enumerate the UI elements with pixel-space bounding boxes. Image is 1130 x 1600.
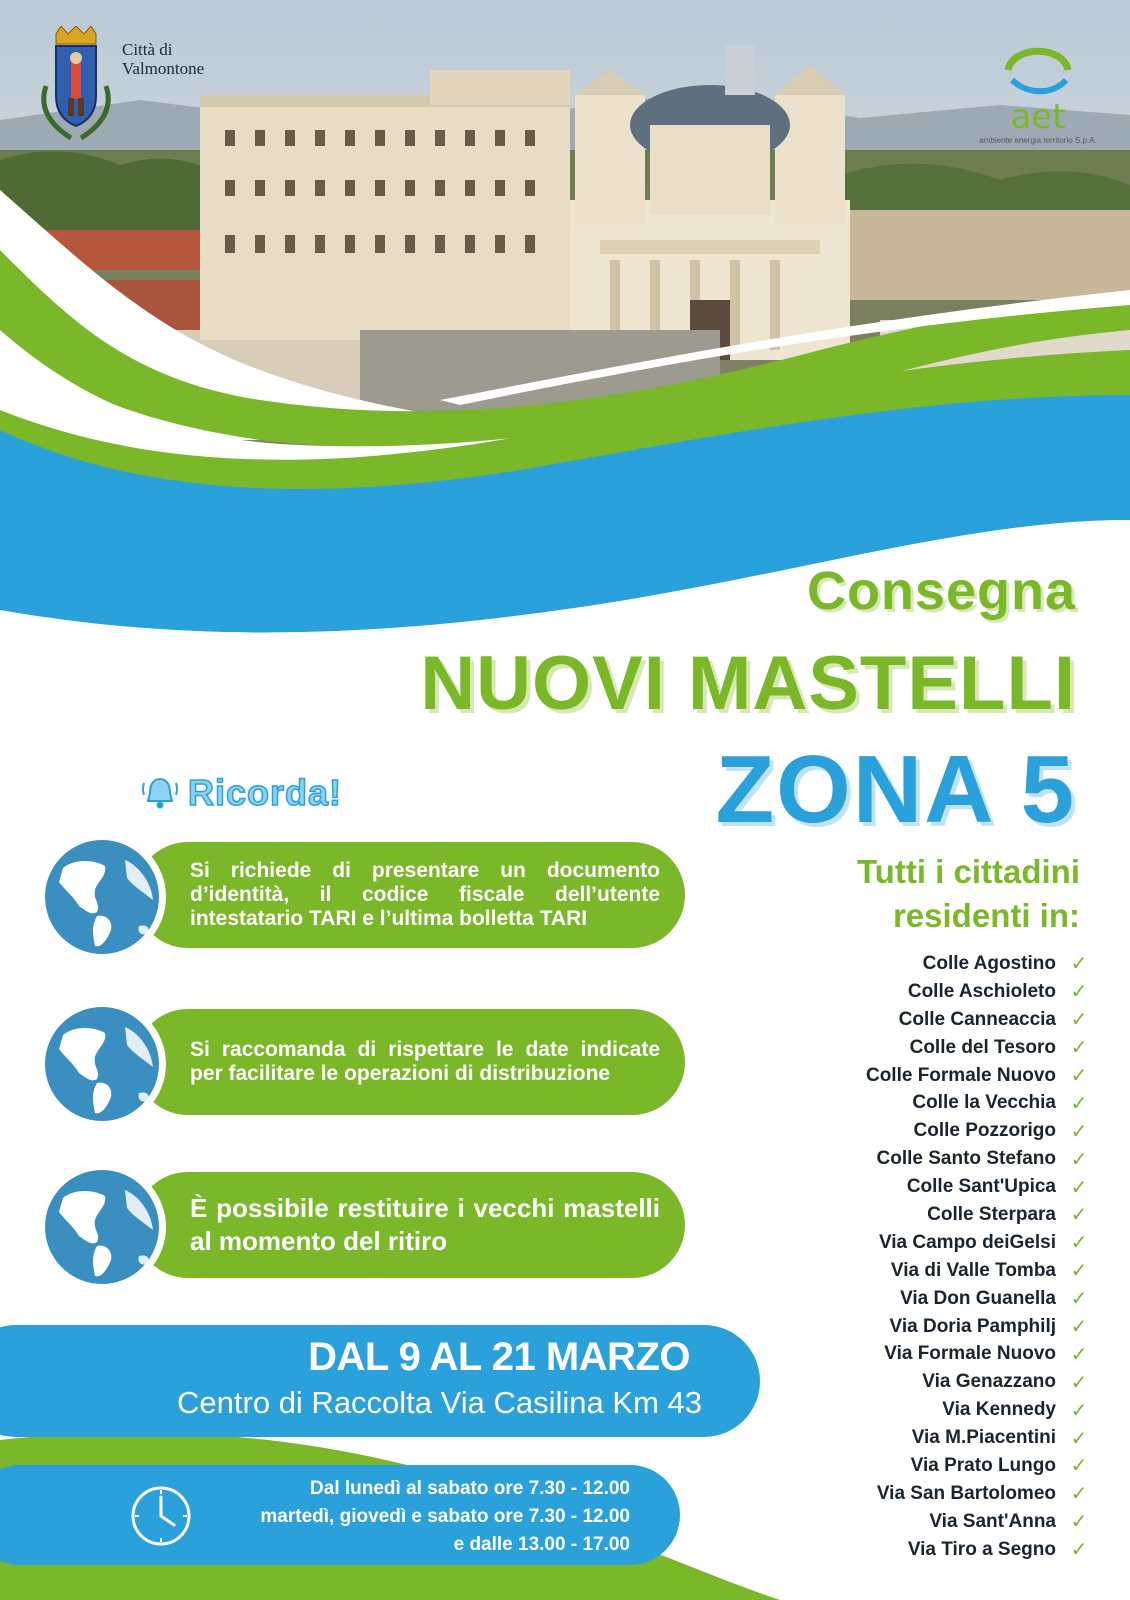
street-item xyxy=(730,1117,1090,1145)
title-consegna: Consegna xyxy=(806,561,1076,621)
subtitle-line1: Tutti i cittadini xyxy=(856,853,1080,890)
street-item xyxy=(730,1340,1090,1368)
street-name: Colle Formale Nuovo xyxy=(865,1064,1056,1086)
check-icon: ✓ xyxy=(1070,1455,1088,1478)
street-item xyxy=(730,1424,1090,1452)
street-item xyxy=(730,1006,1090,1034)
ricorda-heading xyxy=(140,772,342,814)
street-item xyxy=(730,1062,1090,1090)
street-name: Via Don Guanella xyxy=(900,1287,1056,1309)
check-icon: ✓ xyxy=(1070,1204,1088,1227)
check-icon: ✓ xyxy=(1070,1120,1088,1143)
check-icon: ✓ xyxy=(1070,1009,1088,1032)
street-item xyxy=(730,1285,1090,1313)
street-name: Via Campo deiGelsi xyxy=(878,1231,1056,1253)
street-item xyxy=(730,1452,1090,1480)
street-item xyxy=(730,1145,1090,1173)
street-name: Colle Sant'Upica xyxy=(906,1176,1056,1198)
street-item xyxy=(730,1368,1090,1396)
subtitle-residents xyxy=(680,850,1080,938)
street-item xyxy=(730,1480,1090,1508)
street-name: Via Kennedy xyxy=(942,1399,1056,1421)
street-item xyxy=(730,1229,1090,1257)
globe-icon xyxy=(35,830,170,965)
check-icon: ✓ xyxy=(1070,1399,1088,1422)
note-pill xyxy=(35,997,685,1127)
check-icon: ✓ xyxy=(1070,1037,1088,1060)
check-icon: ✓ xyxy=(1070,1427,1088,1450)
note-text: È possibile restituire i vecchi mastelli al momento del ritiro xyxy=(190,1193,660,1256)
check-icon: ✓ xyxy=(1070,1511,1088,1534)
street-name: Colle Canneaccia xyxy=(898,1008,1056,1030)
check-icon: ✓ xyxy=(1070,1316,1088,1339)
collection-place: Centro di Raccolta Via Casilina Km 43 xyxy=(177,1385,702,1420)
opening-hours xyxy=(260,1475,630,1559)
note-pill xyxy=(35,830,685,960)
check-icon: ✓ xyxy=(1070,1176,1088,1199)
street-name: Via San Bartolomeo xyxy=(876,1482,1056,1504)
street-name: Colle Santo Stefano xyxy=(876,1148,1056,1170)
street-name: Via Sant'Anna xyxy=(929,1510,1056,1532)
note-pill xyxy=(35,1160,685,1290)
street-name: Via M.Piacentini xyxy=(911,1427,1056,1449)
title-nuovi-mastelli: NUOVI MASTELLI xyxy=(420,641,1076,726)
street-item xyxy=(730,1089,1090,1117)
aet-logo xyxy=(968,40,1108,150)
date-range: DAL 9 AL 21 MARZO xyxy=(308,1335,690,1379)
street-name: Colle Pozzorigo xyxy=(913,1120,1056,1142)
street-name: Colle Aschioleto xyxy=(907,980,1056,1002)
globe-icon xyxy=(35,1160,170,1295)
street-name: Via Tiro a Segno xyxy=(907,1538,1056,1560)
streets-list xyxy=(730,950,1090,1564)
street-item xyxy=(730,1396,1090,1424)
street-name: Colle la Vecchia xyxy=(912,1092,1056,1114)
check-icon: ✓ xyxy=(1070,1092,1088,1115)
aet-subtitle: ambiente energia territorio S.p.A. xyxy=(979,136,1097,145)
street-item xyxy=(730,1034,1090,1062)
ricorda-label: Ricorda! xyxy=(188,772,343,813)
bell-icon xyxy=(140,773,180,813)
street-name: Via Doria Pamphilj xyxy=(889,1315,1056,1337)
globe-icon xyxy=(35,997,170,1132)
street-name: Colle del Tesoro xyxy=(909,1036,1056,1058)
aet-logo-text: aet xyxy=(1010,97,1066,136)
check-icon: ✓ xyxy=(1070,953,1088,976)
hours-line-2: martedì, giovedì e sabato ore 7.30 - 12.00 xyxy=(260,1506,630,1527)
check-icon: ✓ xyxy=(1070,1260,1088,1283)
street-item xyxy=(730,950,1090,978)
street-item xyxy=(730,1173,1090,1201)
check-icon: ✓ xyxy=(1070,1232,1088,1255)
street-name: Colle Agostino xyxy=(922,952,1056,974)
street-item xyxy=(730,1536,1090,1564)
check-icon: ✓ xyxy=(1070,1343,1088,1366)
comune-crest-icon xyxy=(26,26,126,146)
check-icon: ✓ xyxy=(1070,1148,1088,1171)
clock-icon xyxy=(130,1485,192,1547)
subtitle-line2: residenti in: xyxy=(892,897,1080,934)
title-zona: ZONA 5 xyxy=(715,736,1076,843)
street-item xyxy=(730,978,1090,1006)
street-name: Via di Valle Tomba xyxy=(890,1259,1056,1281)
street-item xyxy=(730,1201,1090,1229)
aet-logo-icon xyxy=(968,40,1108,136)
note-text: Si richiede di presentare un documento d’identità, il codice fiscale dell’utente intestatario TARI e l’ultima bolletta TARI xyxy=(190,859,660,930)
hours-line-1: Dal lunedì al sabato ore 7.30 - 12.00 xyxy=(310,1478,630,1499)
check-icon: ✓ xyxy=(1070,1483,1088,1506)
street-name: Via Genazzano xyxy=(922,1371,1056,1393)
note-text: Si raccomanda di rispettare le date indicate per facilitare le operazioni di distribuzione xyxy=(190,1038,660,1085)
check-icon: ✓ xyxy=(1070,981,1088,1004)
comune-name-line2: Valmontone xyxy=(122,59,205,78)
comune-name-line1: Città di xyxy=(122,40,173,59)
hours-line-3: e dalle 13.00 - 17.00 xyxy=(453,1534,630,1555)
check-icon: ✓ xyxy=(1070,1288,1088,1311)
street-item xyxy=(730,1313,1090,1341)
check-icon: ✓ xyxy=(1070,1371,1088,1394)
date-banner xyxy=(0,1325,760,1437)
street-item xyxy=(730,1257,1090,1285)
check-icon: ✓ xyxy=(1070,1539,1088,1562)
street-name: Via Prato Lungo xyxy=(910,1454,1056,1476)
street-name: Colle Sterpara xyxy=(927,1203,1056,1225)
comune-name xyxy=(122,40,204,78)
street-name: Via Formale Nuovo xyxy=(884,1343,1056,1365)
street-item xyxy=(730,1508,1090,1536)
check-icon: ✓ xyxy=(1070,1065,1088,1087)
hours-banner xyxy=(0,1465,680,1565)
